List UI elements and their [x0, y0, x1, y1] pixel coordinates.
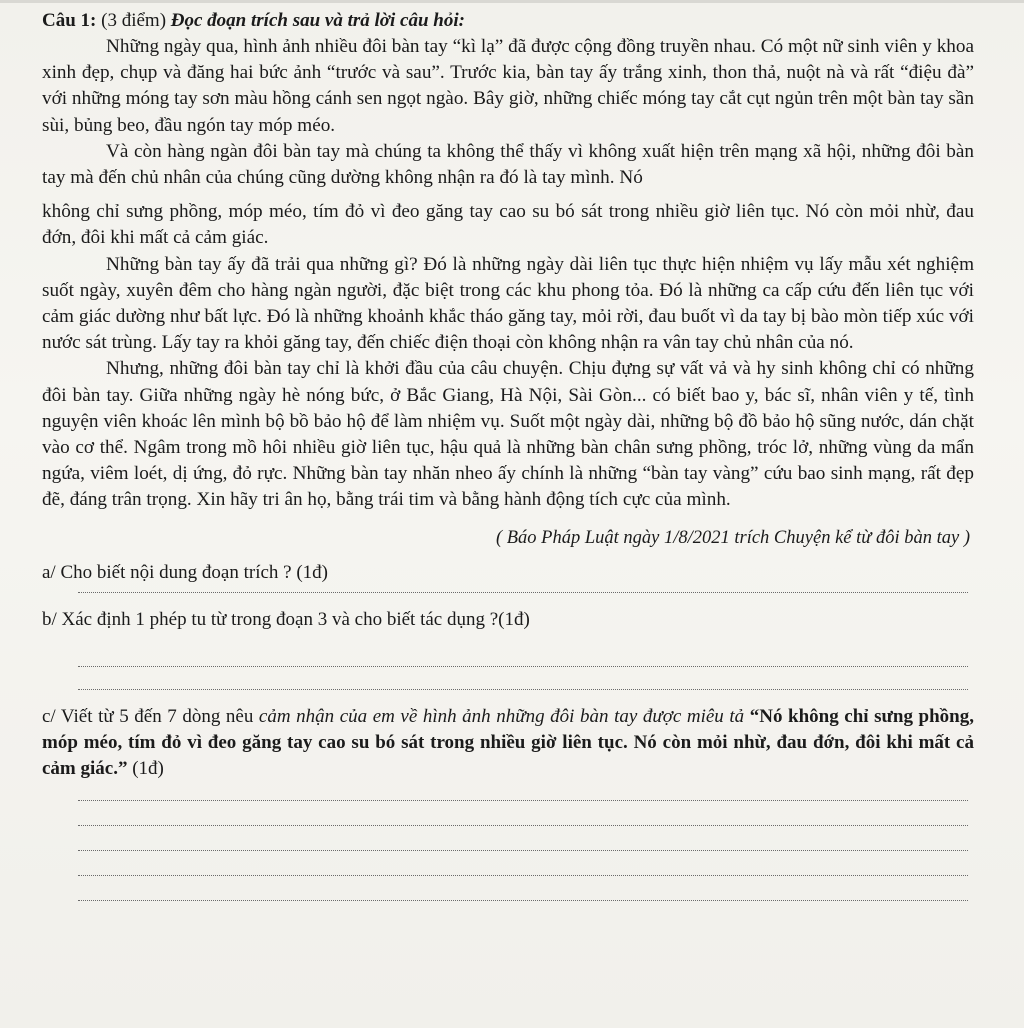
answer-line-b-1[interactable]: [78, 666, 968, 667]
source-citation: ( Báo Pháp Luật ngày 1/8/2021 trích Chuyện kể từ đôi bàn tay ): [495, 527, 970, 548]
question-c-points: (1đ): [127, 757, 164, 779]
passage-paragraph-2: Và còn hàng ngàn đôi bàn tay mà chúng ta không thể thấy vì không xuất hiện trên mạng xã hội, những đôi bàn tay mà đến chủ nhân của chúng cũng dường không nhận ra đó là tay mình. Nó: [42, 140, 974, 189]
answer-line-c-4[interactable]: [78, 875, 968, 876]
answer-line-a[interactable]: [78, 592, 968, 593]
answer-line-c-1[interactable]: [78, 800, 968, 801]
question-b: b/ Xác định 1 phép tu từ trong đoạn 3 và cho biết tác dụng ?(1đ): [42, 608, 530, 630]
answer-line-c-3[interactable]: [78, 850, 968, 851]
question-title: [42, 8, 974, 34]
question-points: (3 điểm): [96, 10, 171, 31]
passage-paragraph-4: Nhưng, những đôi bàn tay chỉ là khởi đầu của câu chuyện. Chịu đựng sự vất vả và hy sinh không chỉ có những đôi bàn tay. Giữa những ngày hè nóng bức, ở Bắc Giang, Hà Nội, Sài Gòn... có biết bao y, bác sĩ, nhân viên y tế, tình nguyện viên khoác lên mình bộ bồ bảo hộ để làm nhiệm vụ. Suốt một ngày dài, những bộ đồ bảo hộ sũng nước, dán chặt vào cơ thể. Ngâm trong mồ hôi nhiều giờ liên tục, hậu quả là những bàn chân sưng phồng, tróc lở, những vùng da mẩn ngứa, viêm loét, dị ứng, đỏ rực. Những bàn tay nhăn nheo ấy chính là những “bàn tay vàng” cứu bao sinh mạng, rất đẹp đẽ, đáng trân trọng. Xin hãy tri ân họ, bằng trái tim và bằng hành động tích cực của mình.: [42, 358, 974, 511]
question-c: [42, 704, 974, 782]
question-c-prefix: c/ Viết từ 5 đến 7 dòng nêu: [42, 705, 259, 727]
answer-line-c-2[interactable]: [78, 825, 968, 826]
answer-line-c-5[interactable]: [78, 900, 968, 901]
passage-paragraph-2-cont: không chỉ sưng phồng, móp méo, tím đỏ vì đeo găng tay cao su bó sát trong nhiều giờ liên tục. Nó còn mỏi nhừ, đau đớn, đôi khi mất cả cảm giác.: [42, 201, 974, 249]
question-c-italic: cảm nhận của em về hình ảnh những đôi bàn tay được miêu tả: [258, 705, 750, 727]
top-edge: [0, 0, 1024, 3]
question-a: a/ Cho biết nội dung đoạn trích ? (1đ): [42, 561, 328, 583]
answer-line-b-2[interactable]: [78, 689, 968, 690]
passage-paragraph-3: Những bàn tay ấy đã trải qua những gì? Đó là những ngày dài liên tục thực hiện nhiệm vụ lấy mẫu xét nghiệm suốt ngày, xuyên đêm cho hàng ngàn người, đặc biệt trong các khu phong tỏa. Đó là những ca cấp cứu đến liên tục với cảm giác dường như bất lực. Đó là những khoảnh khắc tháo găng tay, mỏi rời, đau buốt vì da tay bị bào mòn tiếp xúc với nước sát trùng. Lấy tay ra khỏi găng tay, đến chiếc điện thoại còn không nhận ra vân tay chủ nhân của nó.: [42, 253, 974, 354]
question-instruction: Đọc đoạn trích sau và trả lời câu hỏi:: [170, 10, 465, 31]
question-c-quote: “Nó không chỉ sưng phồng, móp méo, tím đỏ vì đeo găng tay cao su bó sát trong nhiều giờ liên tục. Nó còn mỏi nhừ, đau đớn, đôi khi mất cả cảm giác.”: [42, 705, 974, 779]
passage-paragraph-1: Những ngày qua, hình ảnh nhiều đôi bàn tay “kì lạ” đã được cộng đồng truyền nhau. Có một nữ sinh viên y khoa xinh đẹp, chụp và đăng hai bức ảnh “trước và sau”. Trước kia, bàn tay ấy trắng xinh, thon thả, nuột nà và rất “điệu đà” với những móng tay sơn màu hồng cánh sen ngọt ngào. Bây giờ, những chiếc móng tay cắt cụt ngủn trên một bàn tay sần sùi, bủng beo, đầu ngón tay móp méo.: [42, 36, 974, 136]
question-number: Câu 1:: [42, 10, 97, 31]
